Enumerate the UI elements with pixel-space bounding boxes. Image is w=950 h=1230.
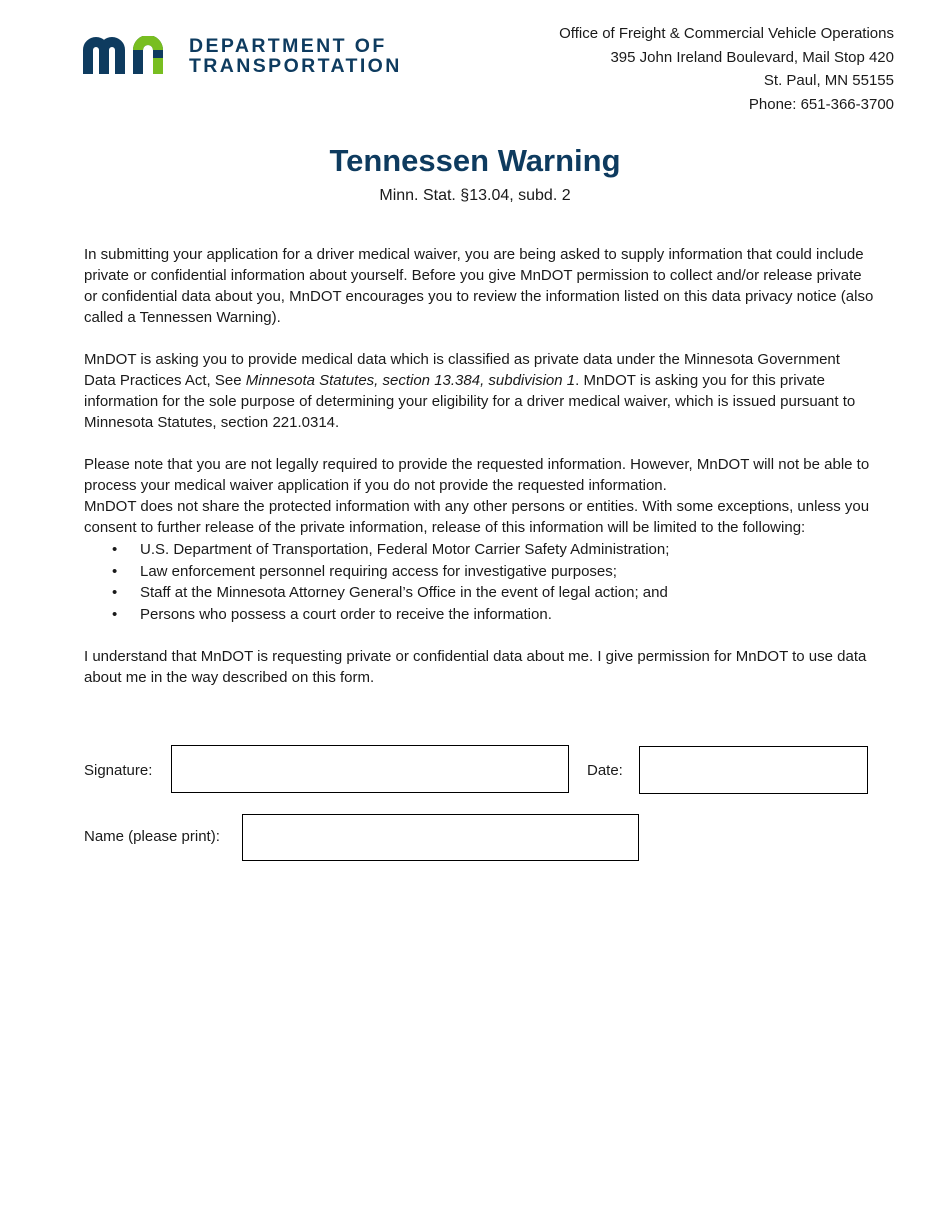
paragraph-not-required: Please note that you are not legally required to provide the requested information. However, MnDOT will not be able to process your medical waiver application if you do not provide the requested information. (84, 456, 870, 494)
paragraph-purpose (84, 349, 874, 433)
logo-line-1: DEPARTMENT OF (189, 35, 387, 57)
list-item: • U.S. Department of Transportation, Federal Motor Carrier Safety Administration; (84, 539, 874, 561)
logo-text (189, 36, 402, 76)
mn-logo-mark (83, 36, 175, 76)
purpose-text-end: . MnDOT is asking you for this private information for the sole purpose of determining your eligibility for a driver medical waiver, which is issued pursuant to Minnesota Statutes, section 221.0314. (84, 372, 856, 431)
office-phone: Phone: 651-366-3700 (748, 95, 894, 113)
page-subtitle: Minn. Stat. §13.04, subd. 2 (379, 187, 571, 204)
paragraph-sharing: MnDOT does not share the protected information with any other persons or entities. With some exceptions, unless you consent to further release of the private information, release of this information will be limited to the following: (84, 498, 870, 536)
notice-body (84, 244, 874, 688)
release-list (84, 539, 874, 626)
office-line: St. Paul, MN 55155 (763, 72, 894, 89)
name-field[interactable] (242, 814, 639, 861)
page-title: Tennessen Warning (329, 143, 621, 178)
signature-field[interactable] (171, 745, 569, 793)
office-line: Office of Freight & Commercial Vehicle Operations (559, 25, 894, 42)
name-label: Name (please print): (84, 828, 220, 845)
mndot-logo (83, 34, 402, 78)
list-item: • Law enforcement personnel requiring access for investigative purposes; (84, 561, 874, 583)
office-address (559, 22, 894, 116)
logo-line-2: TRANSPORTATION (189, 55, 402, 77)
office-line: 395 John Ireland Boulevard, Mail Stop 420 (610, 48, 894, 66)
paragraph-consent: I understand that MnDOT is requesting private or confidential data about me. I give permission for MnDOT to use data about me in the way described on this form. (84, 647, 867, 686)
list-item: • Staff at the Minnesota Attorney General’s Office in the event of legal action; and (84, 582, 874, 604)
date-field[interactable] (639, 746, 868, 794)
signature-label: Signature: (84, 762, 153, 779)
statute-citation: Minnesota Statutes, section 13.384, subdivision 1 (245, 372, 576, 389)
paragraph-intro: In submitting your application for a driver medical waiver, you are being asked to supply information that could include private or confidential information about yourself. Before you give MnDOT permission to collect and/or release private or confidential data about you, MnDOT encourages you to review the information listed on this data privacy notice (also called a Tennessen Warning). (84, 246, 874, 326)
purpose-text-start: MnDOT is asking you to provide medical data which is classified as private data under the Minnesota Government Data Practices Act, See (84, 351, 840, 389)
date-label: Date: (587, 762, 623, 779)
list-item: • Persons who possess a court order to receive the information. (84, 604, 874, 626)
